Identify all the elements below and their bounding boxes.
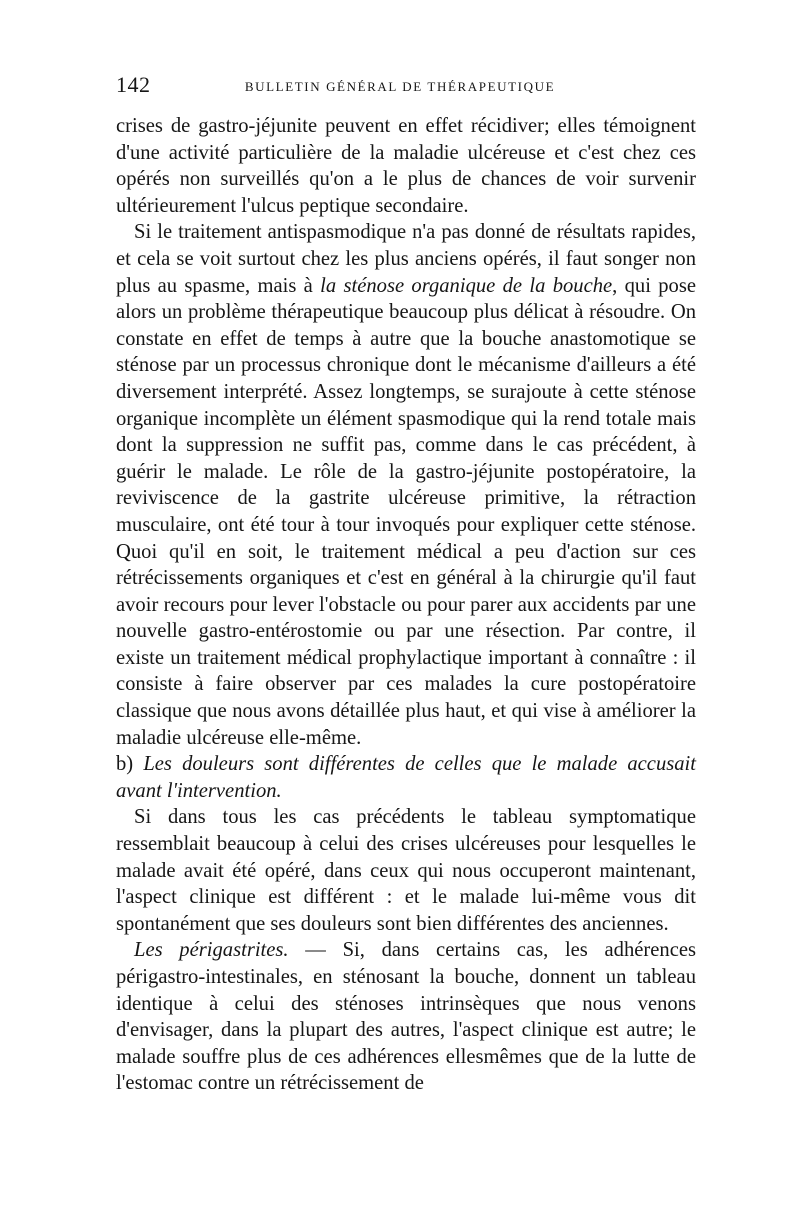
paragraph-text: Si le traitement antispasmodique n'a pas donné de résultats rapides, et cela se voit surtout chez les plus anciens opérés, il faut songer non plus au spasme, mais à [116,221,696,297]
section-heading [116,751,696,804]
page-header [116,72,684,102]
section-label: b) [116,753,144,776]
paragraph-text: — Si, dans certains cas, les adhérences périgastro-intestinales, en sténosant la bouche, donnent un tableau identique à celui des sténoses intrinsèques que nous venons d'envisager, dans la plupart des autres, l'aspect clinique est autre; le malade souffre plus de ces adhérences ellesmêmes que de la lutte de l'estomac contre un rétrécissement de [116,939,696,1095]
paragraph [116,219,696,751]
paragraph: Si dans tous les cas précédents le tableau symptomatique ressemblait beaucoup à celui des crises ulcéreuses pour lesquelles le malade avait été opéré, dans ceux qui nous occuperont maintenant, l'aspect clinique est différent : et le malade lui-même vous dit spontanément que ses douleurs sont bien différentes des anciennes. [116,806,696,935]
subsection-title: Les périgastrites. [134,939,289,962]
body-text [116,113,696,1097]
page-number: 142 [116,72,151,97]
paragraph [116,937,696,1097]
paragraph: crises de gastro-jéjunite peuvent en effet récidiver; elles témoignent d'une activité particulière de la maladie ulcéreuse et c'est chez ces opérés non surveillés qu'on a le plus de chances de voir survenir ultérieurement l'ulcus peptique secondaire. [116,115,696,217]
running-head: BULLETIN GÉNÉRAL DE THÉRAPEUTIQUE [244,79,556,94]
paragraph-text: , qui pose alors un problème thérapeutique beaucoup plus délicat à résoudre. On constate en effet de temps à autre que la bouche anastomotique se sténose par un processus chronique dont le mécanisme d'ailleurs a été diversement interprété. Assez longtemps, se surajoute à cette sténose organique incomplète un élément spasmodique qui la rend totale mais dont la suppression ne suffit pas, comme dans le cas précédent, à guérir le malade. Le rôle de la gastro-jéjunite postopératoire, la reviviscence de la gastrite ulcéreuse primitive, la rétraction musculaire, ont été tour à tour invoqués pour expliquer cette sténose. Quoi qu'il en soit, le traitement médical a peu d'action sur ces rétrécissements organiques et c'est en général à la chirurgie qu'il faut avoir recours pour lever l'obstacle ou pour parer aux accidents par une nouvelle gastro-entérostomie ou par une résection. Par contre, il existe un traitement médical prophylactique important à connaître : il consiste à faire observer par ces malades la cure postopératoire classique que nous avons détaillée plus haut, et qui vise à améliorer la maladie ulcéreuse elle-même. [116,274,697,749]
section-title: Les douleurs sont différentes de celles que le malade accusait avant l'intervention. [116,753,696,802]
emphasis-text: la sténose organique de la bouche [320,274,613,297]
